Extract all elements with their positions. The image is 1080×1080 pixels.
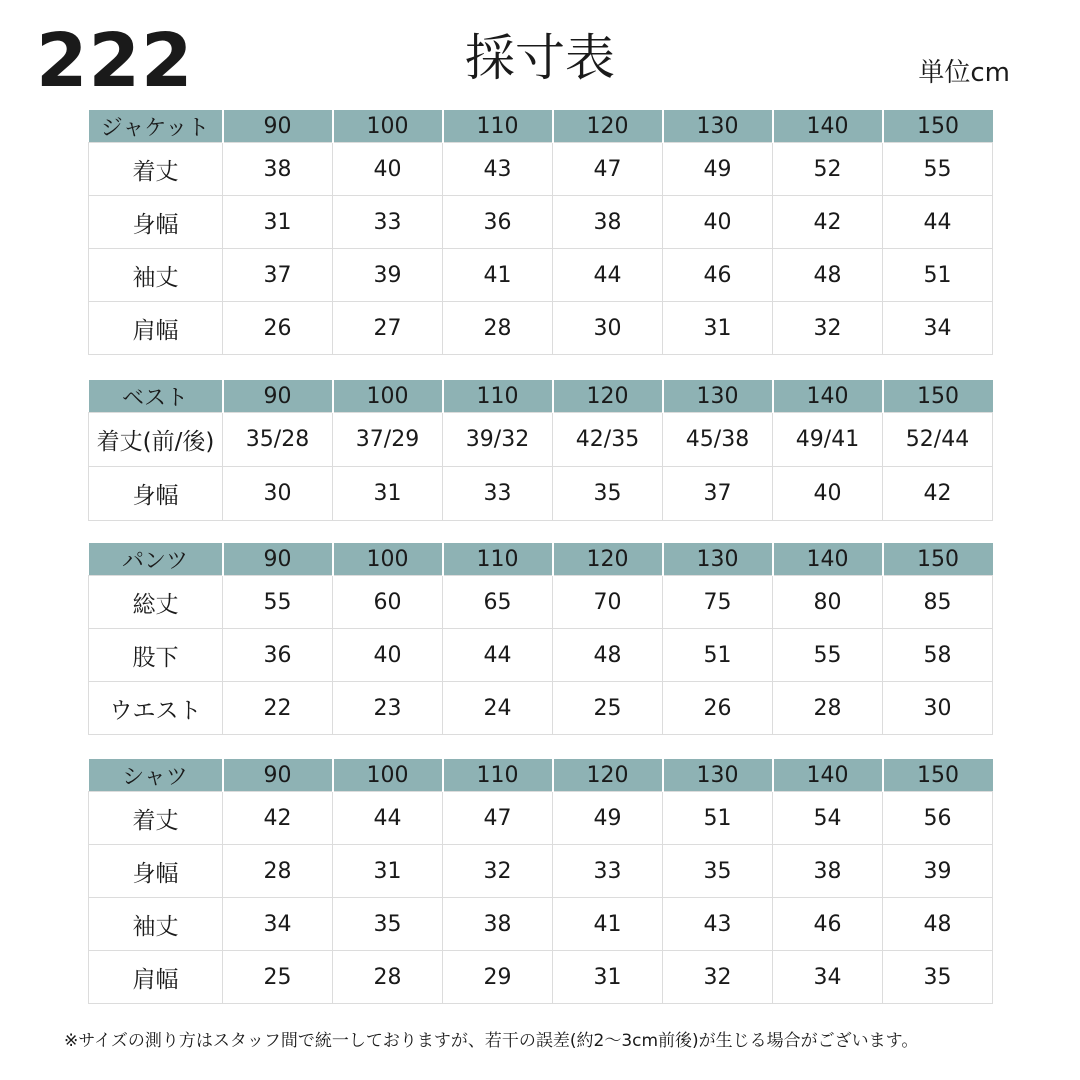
size-header: 110: [443, 110, 553, 143]
measurement-label: 肩幅: [89, 951, 223, 1004]
size-header: 90: [223, 543, 333, 576]
measurement-value: 46: [773, 898, 883, 951]
size-header: 130: [663, 759, 773, 792]
table-header-row: [89, 380, 993, 413]
category-header: ジャケット: [89, 110, 223, 143]
measurement-value: 35/28: [223, 413, 333, 467]
measurement-value: 30: [553, 302, 663, 355]
measurement-value: 52: [773, 143, 883, 196]
measurement-note: ※サイズの測り方はスタッフ間で統一しておりますが、若干の誤差(約2〜3cm前後)が生じる場合がございます。: [64, 1031, 919, 1051]
size-header: 130: [663, 543, 773, 576]
table-header-row: [89, 110, 993, 143]
measurement-value: 28: [333, 951, 443, 1004]
measurement-value: 46: [663, 249, 773, 302]
measurement-value: 27: [333, 302, 443, 355]
measurement-label: 肩幅: [89, 302, 223, 355]
size-header: 150: [883, 543, 993, 576]
table-row: [89, 951, 993, 1004]
measurement-value: 40: [663, 196, 773, 249]
measurement-value: 34: [223, 898, 333, 951]
measurement-value: 38: [553, 196, 663, 249]
measurement-value: 35: [883, 951, 993, 1004]
measurement-value: 70: [553, 576, 663, 629]
measurement-value: 25: [553, 682, 663, 735]
measurement-label: 身幅: [89, 845, 223, 898]
measurement-value: 31: [553, 951, 663, 1004]
product-code: 222: [36, 18, 194, 104]
size-header: 150: [883, 759, 993, 792]
measurement-label: 身幅: [89, 467, 223, 521]
measurement-value: 41: [443, 249, 553, 302]
measurement-label: 着丈(前/後): [89, 413, 223, 467]
measurement-value: 58: [883, 629, 993, 682]
measurement-value: 55: [223, 576, 333, 629]
measurement-value: 44: [443, 629, 553, 682]
table-header-row: [89, 543, 993, 576]
table-row: [89, 143, 993, 196]
measurement-value: 43: [443, 143, 553, 196]
size-header: 140: [773, 380, 883, 413]
size-header: 100: [333, 543, 443, 576]
size-header: 110: [443, 543, 553, 576]
measurement-label: 着丈: [89, 792, 223, 845]
table-row: [89, 576, 993, 629]
measurement-value: 48: [553, 629, 663, 682]
measurement-value: 28: [443, 302, 553, 355]
measurement-value: 55: [883, 143, 993, 196]
measurement-value: 40: [773, 467, 883, 521]
measurement-value: 38: [223, 143, 333, 196]
size-header: 110: [443, 380, 553, 413]
measurement-value: 41: [553, 898, 663, 951]
measurement-value: 42: [883, 467, 993, 521]
measurement-value: 42: [223, 792, 333, 845]
measurement-value: 33: [553, 845, 663, 898]
measurement-value: 30: [883, 682, 993, 735]
size-header: 150: [883, 380, 993, 413]
measurement-value: 24: [443, 682, 553, 735]
measurement-value: 35: [553, 467, 663, 521]
measurement-value: 44: [883, 196, 993, 249]
measurement-label: 着丈: [89, 143, 223, 196]
measurement-value: 37/29: [333, 413, 443, 467]
table-row: [89, 302, 993, 355]
measurement-value: 31: [333, 845, 443, 898]
category-header: ベスト: [89, 380, 223, 413]
measurement-value: 85: [883, 576, 993, 629]
jacket-size-table: [88, 110, 993, 355]
size-header: 150: [883, 110, 993, 143]
measurement-value: 65: [443, 576, 553, 629]
table-row: [89, 196, 993, 249]
category-header: シャツ: [89, 759, 223, 792]
table-row: [89, 413, 993, 467]
measurement-value: 40: [333, 143, 443, 196]
measurement-value: 37: [223, 249, 333, 302]
table-row: [89, 792, 993, 845]
measurement-value: 42: [773, 196, 883, 249]
measurement-value: 43: [663, 898, 773, 951]
table-row: [89, 629, 993, 682]
measurement-value: 31: [333, 467, 443, 521]
size-header: 130: [663, 380, 773, 413]
measurement-value: 33: [333, 196, 443, 249]
measurement-value: 52/44: [883, 413, 993, 467]
shirts-size-table: [88, 759, 993, 1004]
size-header: 100: [333, 380, 443, 413]
size-header: 140: [773, 759, 883, 792]
measurement-value: 49: [663, 143, 773, 196]
size-header: 100: [333, 759, 443, 792]
measurement-value: 38: [773, 845, 883, 898]
category-header: パンツ: [89, 543, 223, 576]
measurement-value: 51: [663, 629, 773, 682]
measurement-value: 36: [223, 629, 333, 682]
measurement-value: 31: [663, 302, 773, 355]
measurement-value: 34: [773, 951, 883, 1004]
measurement-value: 51: [663, 792, 773, 845]
measurement-value: 32: [443, 845, 553, 898]
measurement-label: 袖丈: [89, 898, 223, 951]
measurement-value: 26: [663, 682, 773, 735]
measurement-value: 26: [223, 302, 333, 355]
measurement-value: 31: [223, 196, 333, 249]
table-row: [89, 467, 993, 521]
size-header: 120: [553, 380, 663, 413]
measurement-value: 60: [333, 576, 443, 629]
measurement-label: 股下: [89, 629, 223, 682]
measurement-label: 袖丈: [89, 249, 223, 302]
size-header: 90: [223, 110, 333, 143]
pants-size-table: [88, 543, 993, 735]
measurement-value: 54: [773, 792, 883, 845]
measurement-label: 身幅: [89, 196, 223, 249]
measurement-value: 25: [223, 951, 333, 1004]
size-header: 140: [773, 110, 883, 143]
measurement-value: 48: [883, 898, 993, 951]
measurement-value: 75: [663, 576, 773, 629]
measurement-value: 51: [883, 249, 993, 302]
size-header: 140: [773, 543, 883, 576]
size-header: 90: [223, 759, 333, 792]
size-header: 120: [553, 759, 663, 792]
measurement-value: 33: [443, 467, 553, 521]
measurement-value: 36: [443, 196, 553, 249]
measurement-value: 55: [773, 629, 883, 682]
table-row: [89, 898, 993, 951]
page-title: 採寸表: [465, 29, 615, 87]
table-row: [89, 249, 993, 302]
measurement-value: 28: [223, 845, 333, 898]
table-row: [89, 845, 993, 898]
measurement-value: 80: [773, 576, 883, 629]
measurement-value: 29: [443, 951, 553, 1004]
measurement-value: 30: [223, 467, 333, 521]
measurement-value: 35: [663, 845, 773, 898]
size-header: 90: [223, 380, 333, 413]
measurement-label: ウエスト: [89, 682, 223, 735]
measurement-value: 48: [773, 249, 883, 302]
size-header: 100: [333, 110, 443, 143]
measurement-value: 39: [333, 249, 443, 302]
measurement-label: 総丈: [89, 576, 223, 629]
size-header: 120: [553, 543, 663, 576]
measurement-value: 34: [883, 302, 993, 355]
measurement-value: 35: [333, 898, 443, 951]
measurement-value: 39: [883, 845, 993, 898]
table-header-row: [89, 759, 993, 792]
measurement-value: 42/35: [553, 413, 663, 467]
measurement-value: 47: [443, 792, 553, 845]
measurement-value: 38: [443, 898, 553, 951]
measurement-value: 23: [333, 682, 443, 735]
measurement-value: 32: [773, 302, 883, 355]
size-header: 130: [663, 110, 773, 143]
size-header: 110: [443, 759, 553, 792]
measurement-value: 28: [773, 682, 883, 735]
measurement-value: 44: [333, 792, 443, 845]
measurement-value: 47: [553, 143, 663, 196]
measurement-value: 44: [553, 249, 663, 302]
size-header: 120: [553, 110, 663, 143]
measurement-value: 49/41: [773, 413, 883, 467]
measurement-value: 40: [333, 629, 443, 682]
measurement-value: 22: [223, 682, 333, 735]
vest-size-table: [88, 380, 993, 521]
measurement-value: 45/38: [663, 413, 773, 467]
table-row: [89, 682, 993, 735]
unit-label: 単位cm: [918, 58, 1010, 88]
measurement-value: 37: [663, 467, 773, 521]
measurement-value: 49: [553, 792, 663, 845]
measurement-value: 32: [663, 951, 773, 1004]
measurement-value: 39/32: [443, 413, 553, 467]
measurement-value: 56: [883, 792, 993, 845]
